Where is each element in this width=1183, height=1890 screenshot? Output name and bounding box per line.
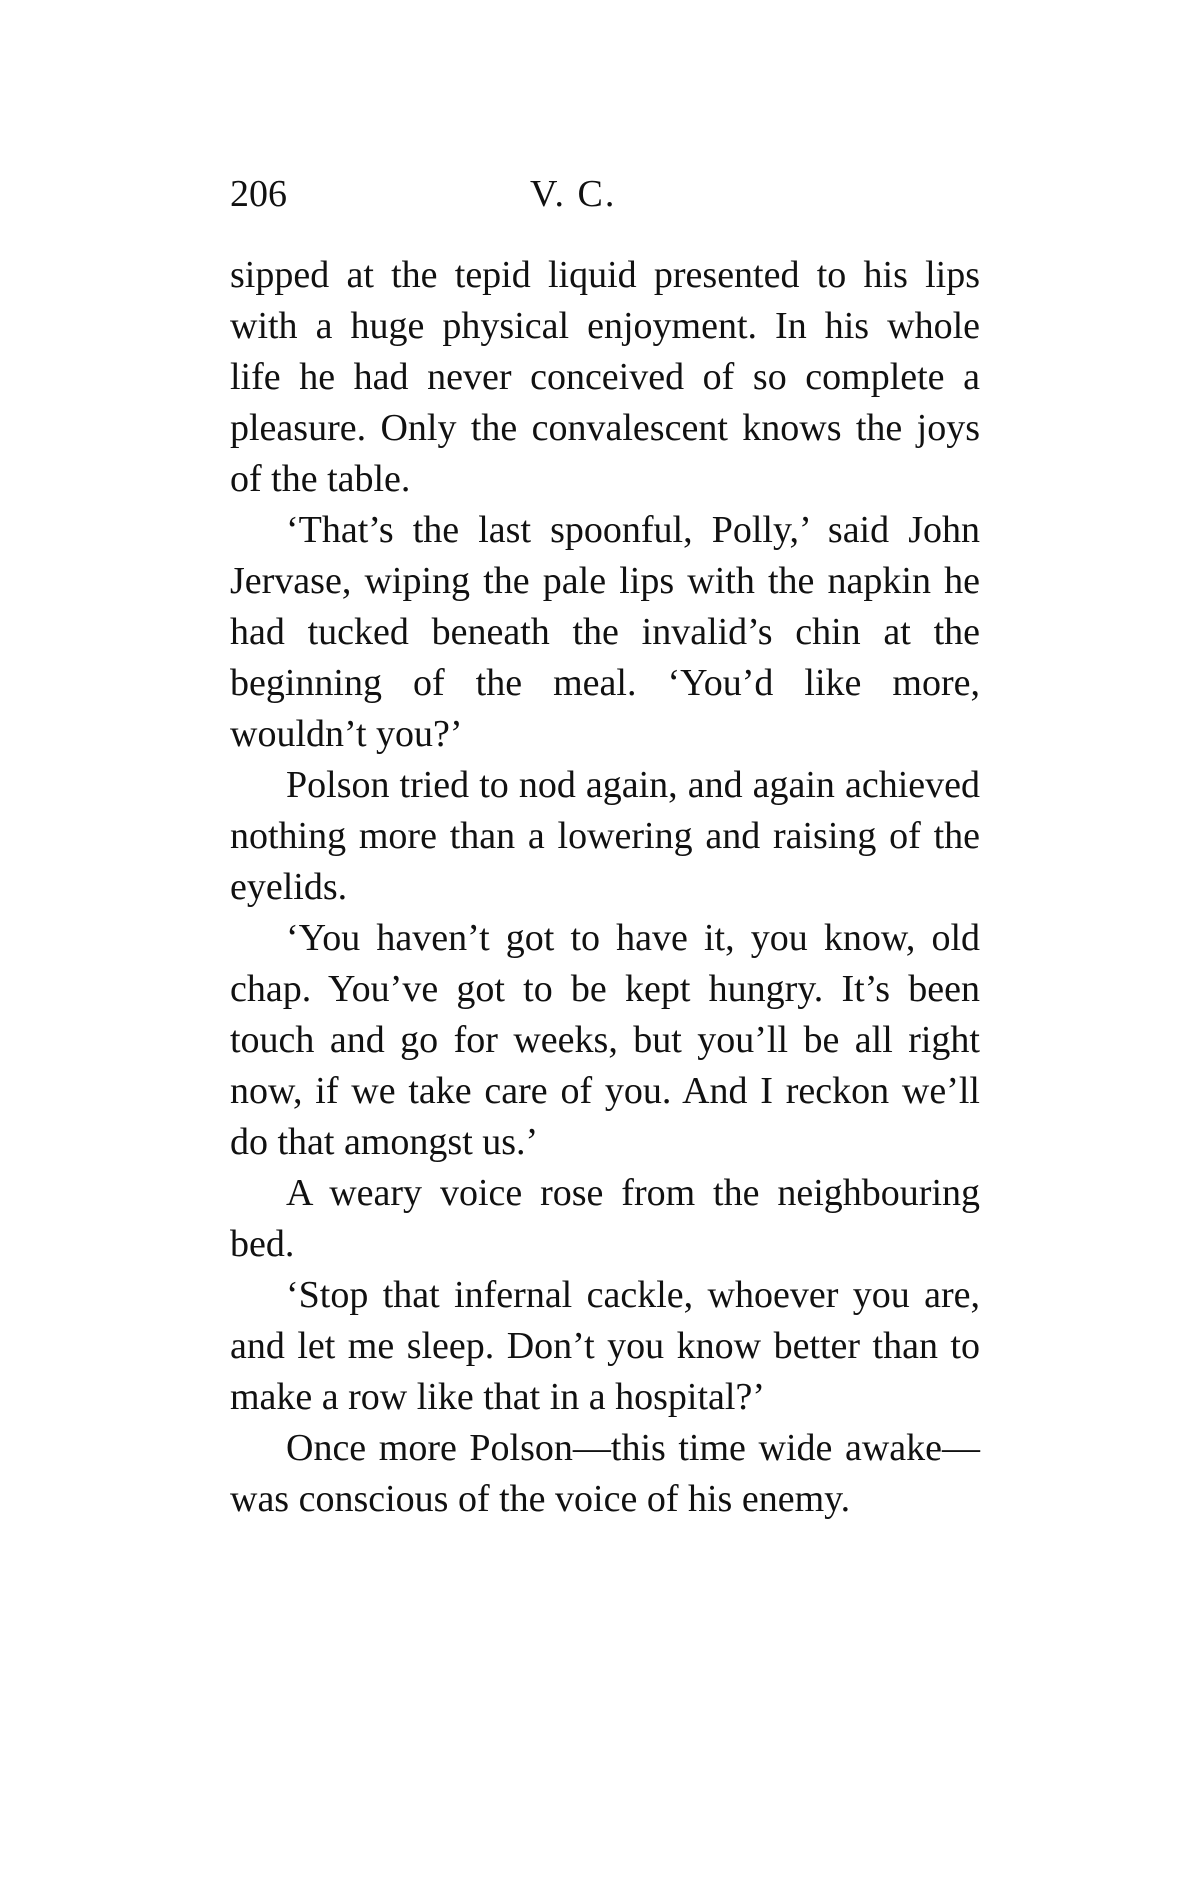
paragraph: A weary voice rose from the neighbouring bed.	[230, 1172, 980, 1265]
page-number: 206	[230, 173, 287, 215]
paragraph: sipped at the tepid liquid presented to his lips with a huge physical enjoyment. In his whole life he had never conceived of so complete a pleasure. Only the convalescent knows the joys of the table.	[230, 254, 980, 500]
paragraph: ‘You haven’t got to have it, you know, old chap. You’ve got to be kept hungry. It’s been touch and go for weeks, but you’ll be all right now, if we take care of you. And I reckon we’ll do that amongst us.’	[230, 917, 980, 1163]
running-title: V. C.	[530, 173, 617, 215]
paragraph: Once more Polson—this time wide awake—was conscious of the voice of his enemy.	[230, 1427, 980, 1520]
paragraph: ‘That’s the last spoonful, Polly,’ said John Jervase, wiping the pale lips with the napkin he had tucked beneath the invalid’s chin at the beginning of the meal. ‘You’d like more, wouldn’t you?’	[230, 509, 980, 755]
running-head	[230, 172, 980, 232]
paragraph: ‘Stop that infernal cackle, whoever you are, and let me sleep. Don’t you know better than to make a row like that in a hospital?’	[230, 1274, 980, 1418]
body-text	[230, 250, 980, 1525]
paragraph: Polson tried to nod again, and again achieved nothing more than a lowering and raising of the eyelids.	[230, 764, 980, 908]
